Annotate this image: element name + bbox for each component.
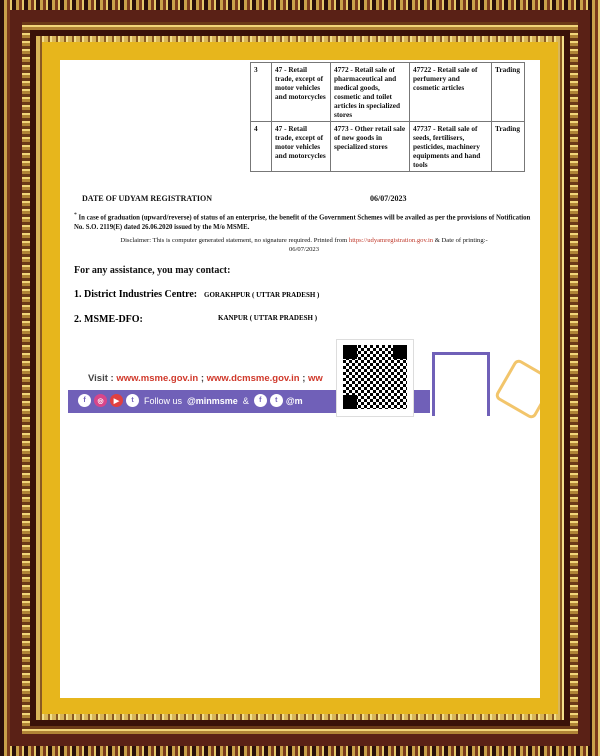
cell-class: 47722 - Retail sale of perfumery and cosmetic articles (410, 63, 492, 122)
cell-group: 4773 - Other retail sale of new goods in specialized stores (331, 122, 410, 172)
cell-group: 4772 - Retail sale of pharmaceutical and medical goods, cosmetic and toilet articles in specialized stores (331, 63, 410, 122)
disclaimer-prefix: Disclaimer: This is computer generated statement, no signature required. Printed from (120, 237, 348, 244)
dic-label: 1. District Industries Centre: (74, 289, 198, 300)
qr-code (336, 339, 414, 417)
cell-sno: 3 (251, 63, 272, 122)
cell-division: 47 - Retail trade, except of motor vehicles and motorcycles (272, 122, 331, 172)
facebook-icon[interactable]: f (254, 394, 267, 407)
graduation-note (74, 210, 534, 233)
cell-sno: 4 (251, 122, 272, 172)
assistance-heading: For any assistance, you may contact: (74, 265, 231, 276)
follow-text: Follow us (144, 395, 183, 406)
dcmsme-link[interactable]: www.dcmsme.gov.in (206, 373, 300, 384)
dfo-label: 2. MSME-DFO: (74, 314, 143, 325)
certificate-page (60, 60, 540, 698)
decorative-hexagon-shape (494, 358, 540, 421)
separator: ; (302, 373, 306, 384)
cell-class: 47737 - Retail sale of seeds, fertilisers, pesticides, machinery equipments and hand tools (410, 122, 492, 172)
separator: ; (200, 373, 204, 384)
registration-date-label: DATE OF UDYAM REGISTRATION (82, 194, 213, 203)
amp: & (242, 395, 249, 406)
note-star: * (74, 212, 77, 218)
disclaimer-suffix: & Date of printing:- (434, 237, 488, 244)
instagram-icon[interactable]: ◎ (94, 394, 107, 407)
udyam-link[interactable]: https://udyamregistration.gov.in (348, 237, 434, 244)
qr-code-icon (343, 345, 407, 409)
facebook-icon[interactable]: f (78, 394, 91, 407)
third-link[interactable]: ww (308, 373, 323, 384)
decorative-frame-shape (432, 352, 490, 416)
twitter-icon[interactable]: t (126, 394, 139, 407)
visit-label: Visit : (88, 373, 114, 384)
cell-activity: Trading (492, 122, 525, 172)
twitter-icon[interactable]: t (270, 394, 283, 407)
dfo-value: KANPUR ( UTTAR PRADESH ) (218, 314, 318, 322)
disclaimer (74, 236, 534, 254)
printing-date: 06/07/2023 (288, 246, 320, 253)
dic-value: GORAKHPUR ( UTTAR PRADESH ) (204, 291, 320, 299)
youtube-icon[interactable]: ▶ (110, 394, 123, 407)
note-text: In case of graduation (upward/reverse) of status of an enterprise, the benefit of the Government Schemes will be availed as per the provisions of Notification No. S.O. 2119(E) dated 26.06.2020 issued by the M/o MSME. (74, 214, 531, 232)
handle: @minmsme (187, 395, 238, 406)
activities-table (250, 62, 525, 172)
msme-link[interactable]: www.msme.gov.in (116, 373, 199, 384)
social-links (78, 394, 303, 407)
cell-division: 47 - Retail trade, except of motor vehicles and motorcycles (272, 63, 331, 122)
cell-activity: Trading (492, 63, 525, 122)
table-row (251, 63, 525, 122)
table-row (251, 122, 525, 172)
handle-2: @m (285, 395, 303, 406)
registration-date-value: 06/07/2023 (370, 194, 407, 203)
